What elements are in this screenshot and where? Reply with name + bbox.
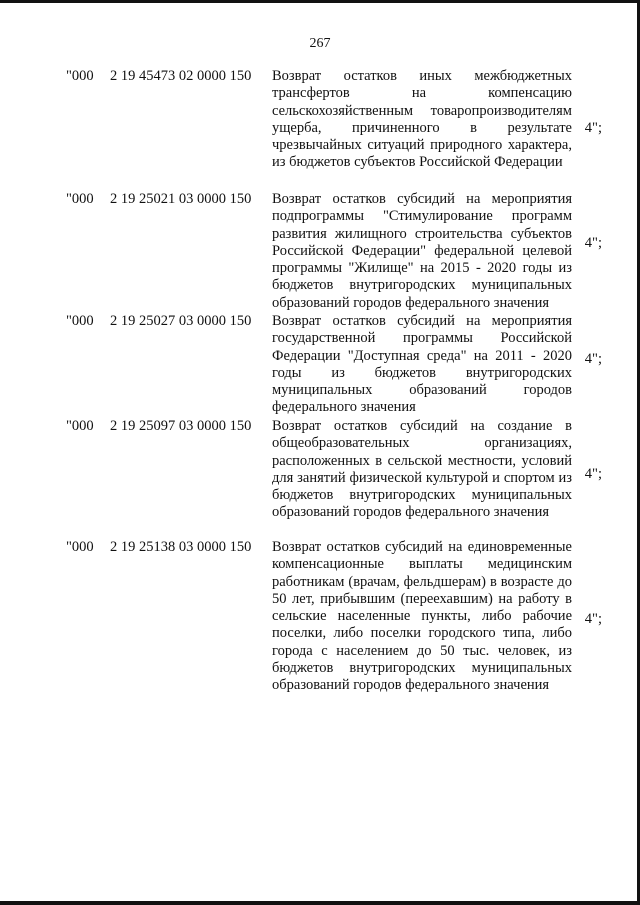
row-suffix: 4"; bbox=[584, 611, 602, 627]
row-prefix: "000 bbox=[66, 191, 94, 207]
budget-code: 2 19 45473 02 0000 150 bbox=[110, 68, 252, 84]
code-table bbox=[0, 68, 640, 719]
row-suffix: 4"; bbox=[584, 235, 602, 251]
row-prefix: "000 bbox=[66, 418, 94, 434]
row-description: Возврат остатков субсидий на мероприятия подпрограммы "Стимулирование программ развития жилищного строительства субъектов Российской Федерации" федеральной целевой программы "Жилище" на 2015 - 2020 годы из бюджетов внутригородских муниципальных образований городов федерального значения bbox=[272, 191, 572, 311]
row-prefix: "000 bbox=[66, 313, 94, 329]
budget-code: 2 19 25138 03 0000 150 bbox=[110, 539, 252, 555]
row-prefix: "000 bbox=[66, 539, 94, 555]
row-description: Возврат остатков субсидий на мероприятия государственной программы Российской Федерации "Доступная среда" на 2011 - 2020 годы из бюджетов внутригородских муниципальных образований городов федерального значения bbox=[272, 313, 572, 416]
table-row bbox=[0, 313, 640, 418]
page-number: 267 bbox=[309, 36, 331, 51]
row-suffix: 4"; bbox=[584, 351, 602, 367]
row-description: Возврат остатков субсидий на единовременные компенсационные выплаты медицинским работникам (врачам, фельдшерам) в возрасте до 50 лет, прибывшим (переехавшим) на работу в сельские населенные пункты, либо рабочие поселки, либо поселки городского типа, либо города с населением до 50 тыс. человек, из бюджетов внутригородских муниципальных образований городов федерального значения bbox=[272, 539, 572, 694]
row-description: Возврат остатков иных межбюджетных трансфертов на компенсацию сельскохозяйственным товаропроизводителям ущерба, причиненного в результате чрезвычайных ситуаций природного характера, из бюджетов субъектов Российской Федерации bbox=[272, 68, 572, 171]
budget-code: 2 19 25021 03 0000 150 bbox=[110, 191, 252, 207]
row-prefix: "000 bbox=[66, 68, 94, 84]
page-border-bottom bbox=[0, 901, 640, 905]
budget-code: 2 19 25097 03 0000 150 bbox=[110, 418, 252, 434]
budget-code: 2 19 25027 03 0000 150 bbox=[110, 313, 252, 329]
table-row bbox=[0, 191, 640, 313]
table-row bbox=[0, 539, 640, 719]
row-suffix: 4"; bbox=[584, 120, 602, 136]
table-row bbox=[0, 418, 640, 539]
table-row bbox=[0, 68, 640, 191]
row-description: Возврат остатков субсидий на создание в общеобразовательных организациях, расположенных в сельской местности, условий для занятий физической культурой и спортом из бюджетов внутригородских муниципальных образований городов федерального значения bbox=[272, 418, 572, 521]
page-border-top bbox=[0, 0, 640, 3]
row-suffix: 4"; bbox=[584, 466, 602, 482]
